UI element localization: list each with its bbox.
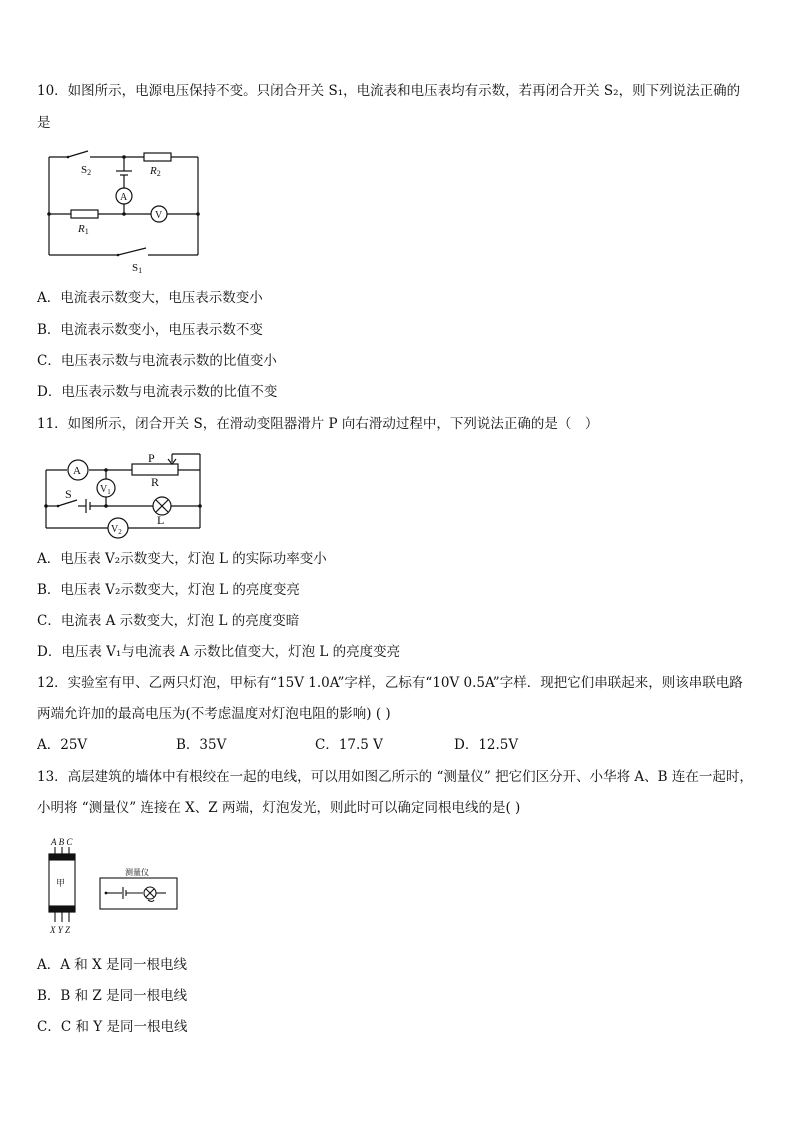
q10-option-b[interactable]: B．电流表示数变小，电压表示数不变 xyxy=(37,322,263,338)
q10-voltmeter-label: V xyxy=(155,210,163,221)
q10-circuit-diagram xyxy=(40,145,210,275)
q11-v2-label: $V_2$ xyxy=(111,524,122,536)
q10-ammeter-label: A xyxy=(120,192,128,203)
q11-option-a[interactable]: A．电压表 V₂示数变大，灯泡 L 的实际功率变小 xyxy=(37,551,327,567)
q13-meter-title: 测量仪 xyxy=(125,868,149,877)
q10-label-r1: R1 xyxy=(78,223,89,236)
q12-stem-line2: 两端允许加的最高电压为(不考虑温度对灯泡电阻的影响) ( ) xyxy=(37,706,391,722)
q11-option-c[interactable]: C．电流表 A 示数变大，灯泡 L 的亮度变暗 xyxy=(37,613,300,629)
q10-stem-line1: 10．如图所示，电源电压保持不变。只闭合开关 S₁，电流表和电压表均有示数，若再闭合开关 S₂，则下列说法正确的 xyxy=(37,83,741,99)
q12-option-b[interactable]: B．35V xyxy=(176,737,227,753)
q13-top-labels: A B C xyxy=(51,837,73,847)
q11-label-s: S xyxy=(65,487,72,501)
q13-box-label: 甲 xyxy=(56,878,66,888)
q11-stem: 11．如图所示，闭合开关 S，在滑动变阻器滑片 P 向右滑动过程中，下列说法正确的是（ ） xyxy=(37,416,599,432)
q11-label-l: L xyxy=(157,513,165,527)
q13-stem-line1: 13．高层建筑的墙体中有根绞在一起的电线，可以用如图乙所示的 “测量仪” 把它们区分开、小华将 A、B 连在一起时， xyxy=(37,769,753,785)
q11-option-b[interactable]: B．电压表 V₂示数变大，灯泡 L 的亮度变亮 xyxy=(37,582,300,598)
q12-option-a[interactable]: A．25V xyxy=(37,737,88,753)
q12-option-c[interactable]: C．17.5 V xyxy=(315,737,383,753)
q13-bottom-labels: X Y Z xyxy=(50,925,71,935)
q13-figure xyxy=(40,836,190,938)
q11-label-r: R xyxy=(151,475,160,489)
q11-circuit-diagram xyxy=(40,448,210,540)
q13-option-b[interactable]: B．B 和 Z 是同一根电线 xyxy=(37,988,188,1004)
q10-label-s1: S1 xyxy=(132,262,143,275)
q12-option-d[interactable]: D．12.5V xyxy=(454,737,519,753)
q13-option-c[interactable]: C．C 和 Y 是同一根电线 xyxy=(37,1019,188,1035)
q13-option-a[interactable]: A．A 和 X 是同一根电线 xyxy=(37,957,187,973)
q10-option-a[interactable]: A．电流表示数变大，电压表示数变小 xyxy=(37,290,263,306)
q10-option-d[interactable]: D．电压表示数与电流表示数的比值不变 xyxy=(37,384,278,400)
q10-option-c[interactable]: C．电压表示数与电流表示数的比值变小 xyxy=(37,353,277,369)
q11-v1-label: $V_1$ xyxy=(100,484,111,496)
q10-label-r2: R2 xyxy=(150,165,161,178)
q11-label-p: P xyxy=(148,451,155,465)
q12-stem-line1: 12．实验室有甲、乙两只灯泡，甲标有“15V 1.0A”字样，乙标有“10V 0.5A”字样．现把它们串联起来，则该串联电路 xyxy=(37,675,743,691)
q13-stem-line2: 小明将 “测量仪” 连接在 X、Z 两端，灯泡发光，则此时可以确定同根电线的是( ) xyxy=(37,800,521,816)
q10-label-s2: S2 xyxy=(81,164,92,177)
q11-ammeter-label: A xyxy=(73,465,81,477)
q10-stem-line2: 是 xyxy=(37,115,51,131)
q11-option-d[interactable]: D．电压表 V₁与电流表 A 示数比值变大，灯泡 L 的亮度变亮 xyxy=(37,644,401,660)
